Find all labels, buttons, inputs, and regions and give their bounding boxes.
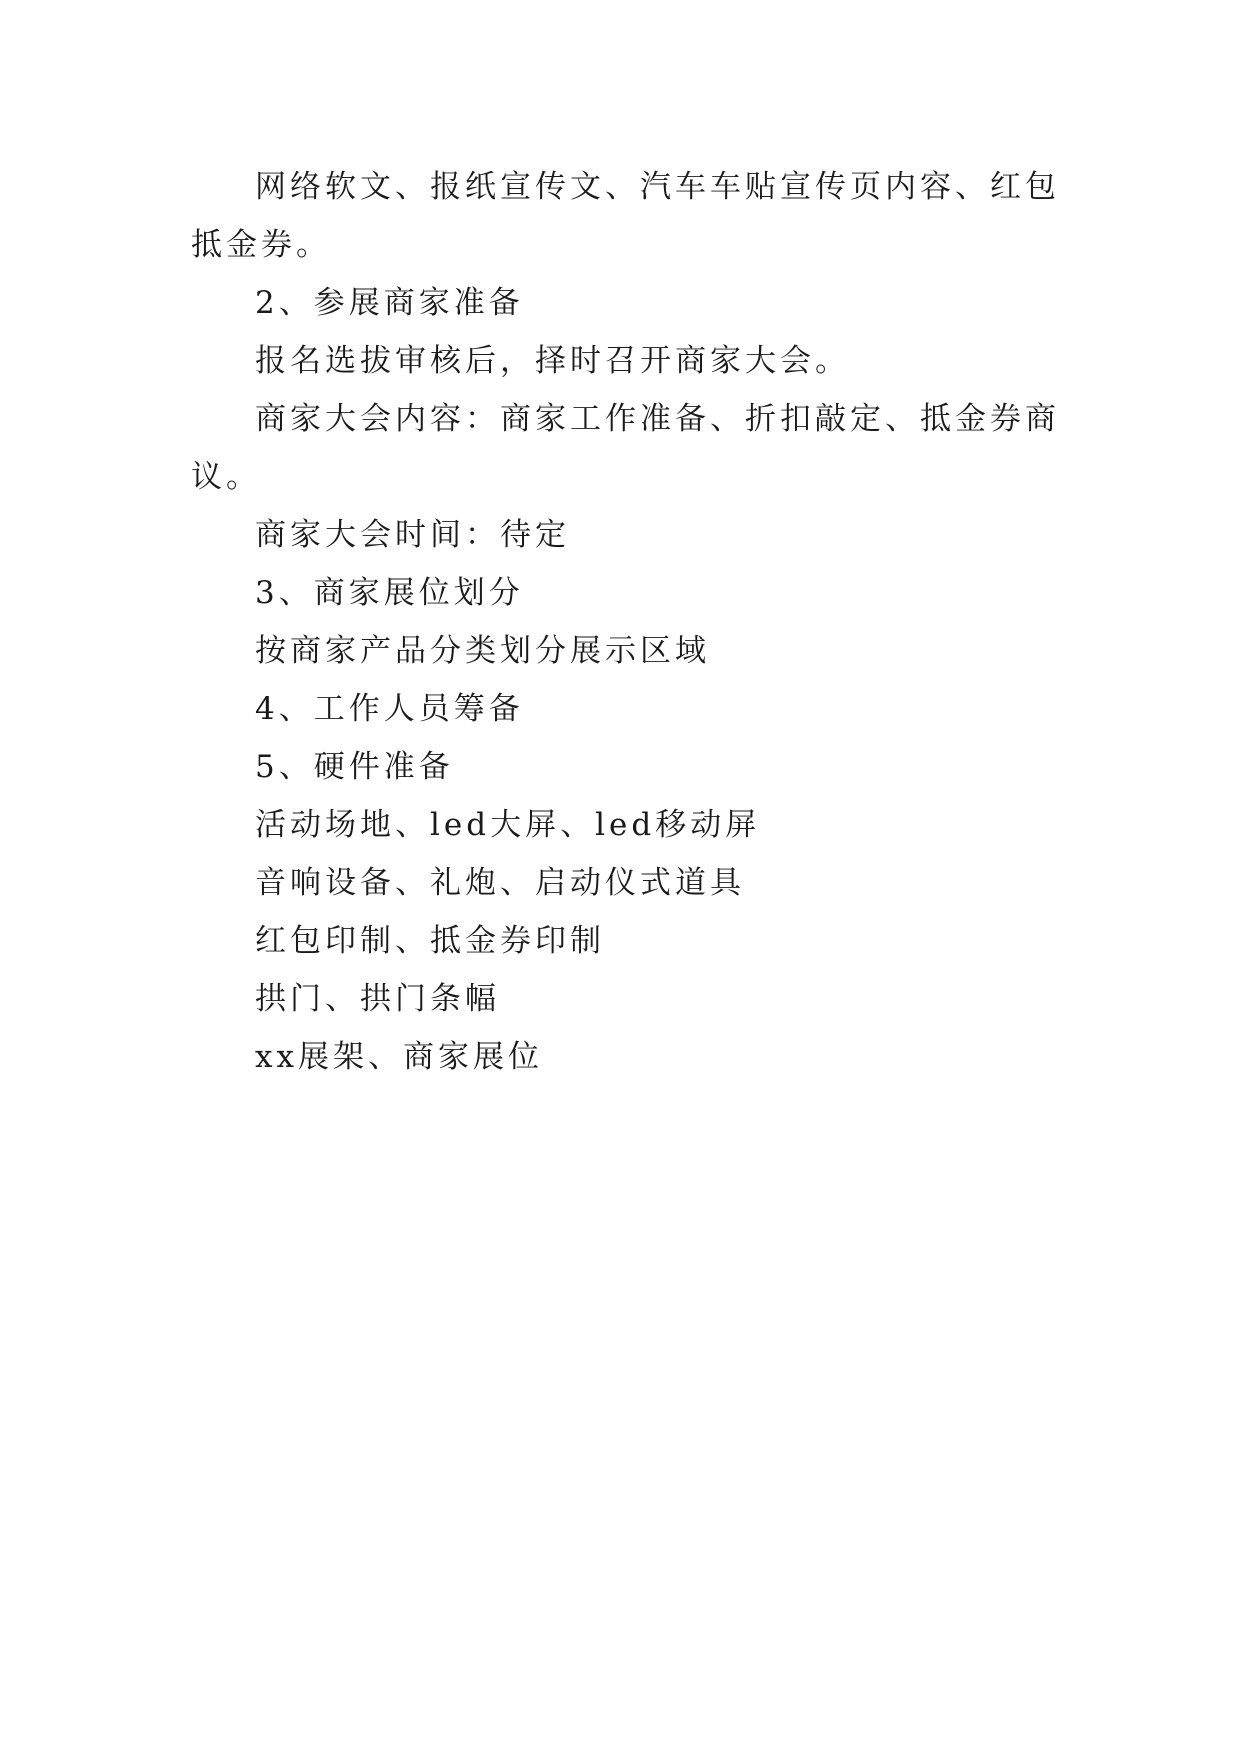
document-body — [191, 158, 1061, 1086]
paragraph-selection-review: 报名选拔审核后，择时召开商家大会。 — [255, 343, 850, 379]
paragraph-meeting-time: 商家大会时间：待定 — [255, 517, 570, 553]
heading-hardware-preparation: 5、硬件准备 — [255, 749, 454, 785]
paragraph-meeting-content: 商家大会内容：商家工作准备、折扣敲定、抵金券商议。 — [191, 401, 1060, 495]
paragraph-promo-materials: 网络软文、报纸宣传文、汽车车贴宣传页内容、红包抵金券。 — [191, 169, 1060, 263]
list-item-display-stands: xx展架、商家展位 — [255, 1039, 543, 1075]
list-item-audio-ceremony: 音响设备、礼炮、启动仪式道具 — [255, 865, 745, 901]
list-item-arches: 拱门、拱门条幅 — [255, 981, 500, 1017]
list-item-printing: 红包印制、抵金券印制 — [255, 923, 605, 959]
heading-exhibitor-preparation: 2、参展商家准备 — [255, 285, 524, 321]
list-item-venue-screens: 活动场地、led大屏、led移动屏 — [255, 807, 761, 843]
paragraph-booth-division: 按商家产品分类划分展示区域 — [255, 633, 710, 669]
heading-staff-preparation: 4、工作人员筹备 — [255, 691, 524, 727]
heading-booth-division: 3、商家展位划分 — [255, 575, 524, 611]
